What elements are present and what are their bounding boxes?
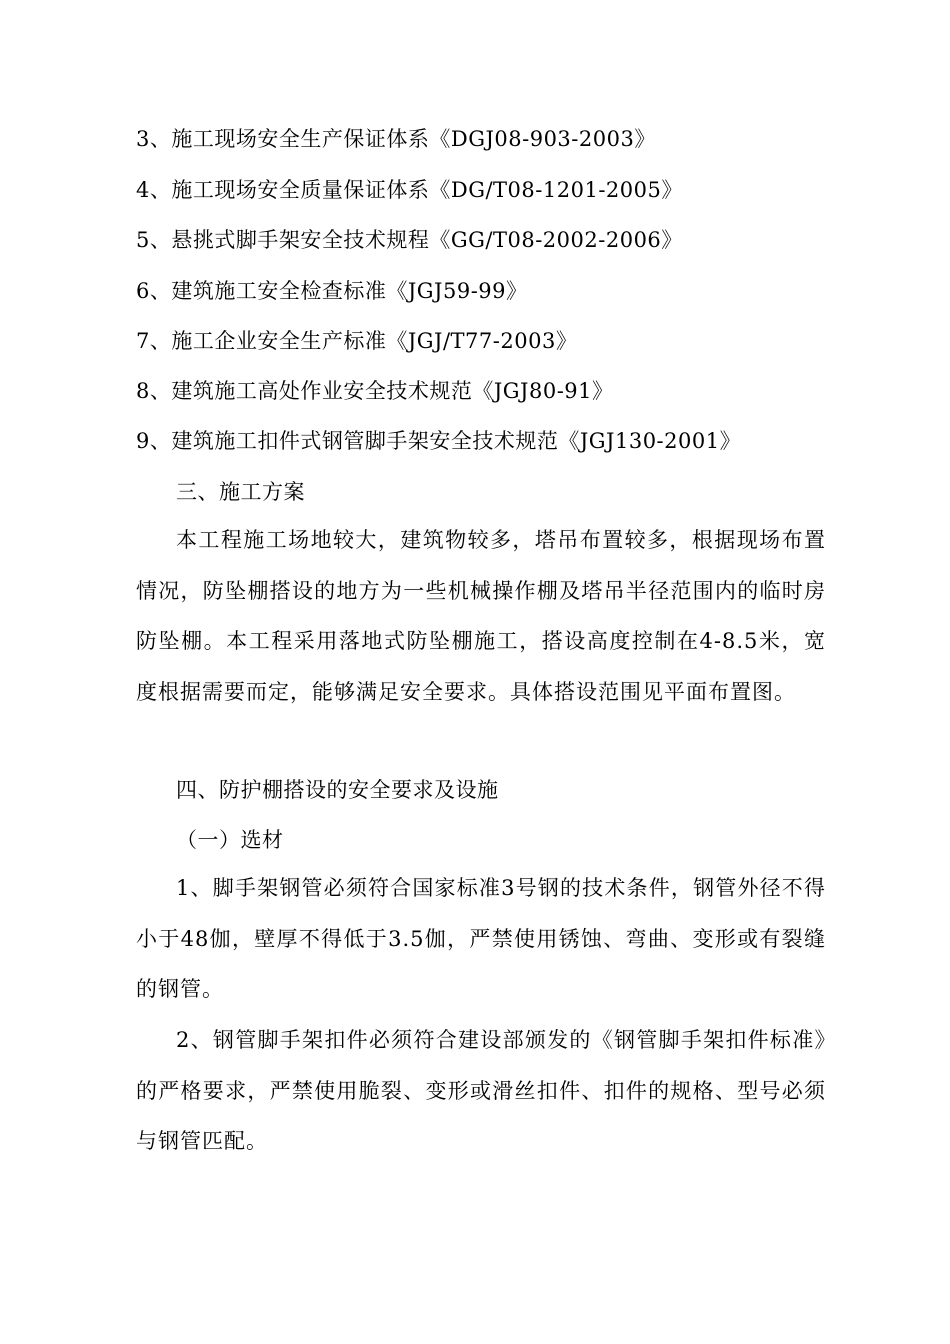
reference-item-6: 6、建筑施工安全检查标准《JGJ59-99》 [136,279,528,303]
subsection-heading-materials: （一）选材 [176,828,284,852]
reference-item-9: 9、建筑施工扣件式钢管脚手架安全技术规范《JGJ130-2001》 [136,429,742,453]
section-heading-safety-requirements: 四、防护棚搭设的安全要求及设施 [176,778,499,802]
construction-plan-paragraph: 本工程施工场地较大，建筑物较多，塔吊布置较多，根据现场布置情况，防坠棚搭设的地方为一些机械操作棚及塔吊半径范围内的临时房防坠棚。本工程采用落地式防坠棚施工，搭设高度控制在4-8.5米，宽度根据需要而定，能够满足安全要求。具体搭设范围见平面布置图。 [136,528,826,704]
reference-item-8: 8、建筑施工高处作业安全技术规范《JGJ80-91》 [136,379,614,403]
materials-item-1: 1、脚手架钢管必须符合国家标准3号钢的技术条件，钢管外径不得小于48伽，壁厚不得低于3.5伽，严禁使用锈蚀、弯曲、变形或有裂缝的钢管。 [136,876,826,1001]
materials-item-2: 2、钢管脚手架扣件必须符合建设部颁发的《钢管脚手架扣件标准》的严格要求，严禁使用脆裂、变形或滑丝扣件、扣件的规格、型号必须与钢管匹配。 [136,1028,826,1153]
reference-item-5: 5、悬挑式脚手架安全技术规程《GG/T08-2002-2006》 [136,228,683,252]
reference-item-4: 4、施工现场安全质量保证体系《DG/T08-1201-2005》 [136,178,683,202]
reference-item-3: 3、施工现场安全生产保证体系《DGJ08-903-2003》 [136,127,656,151]
reference-item-7: 7、施工企业安全生产标准《JGJ/T77-2003》 [136,329,578,353]
section-heading-construction-plan: 三、施工方案 [176,480,305,504]
